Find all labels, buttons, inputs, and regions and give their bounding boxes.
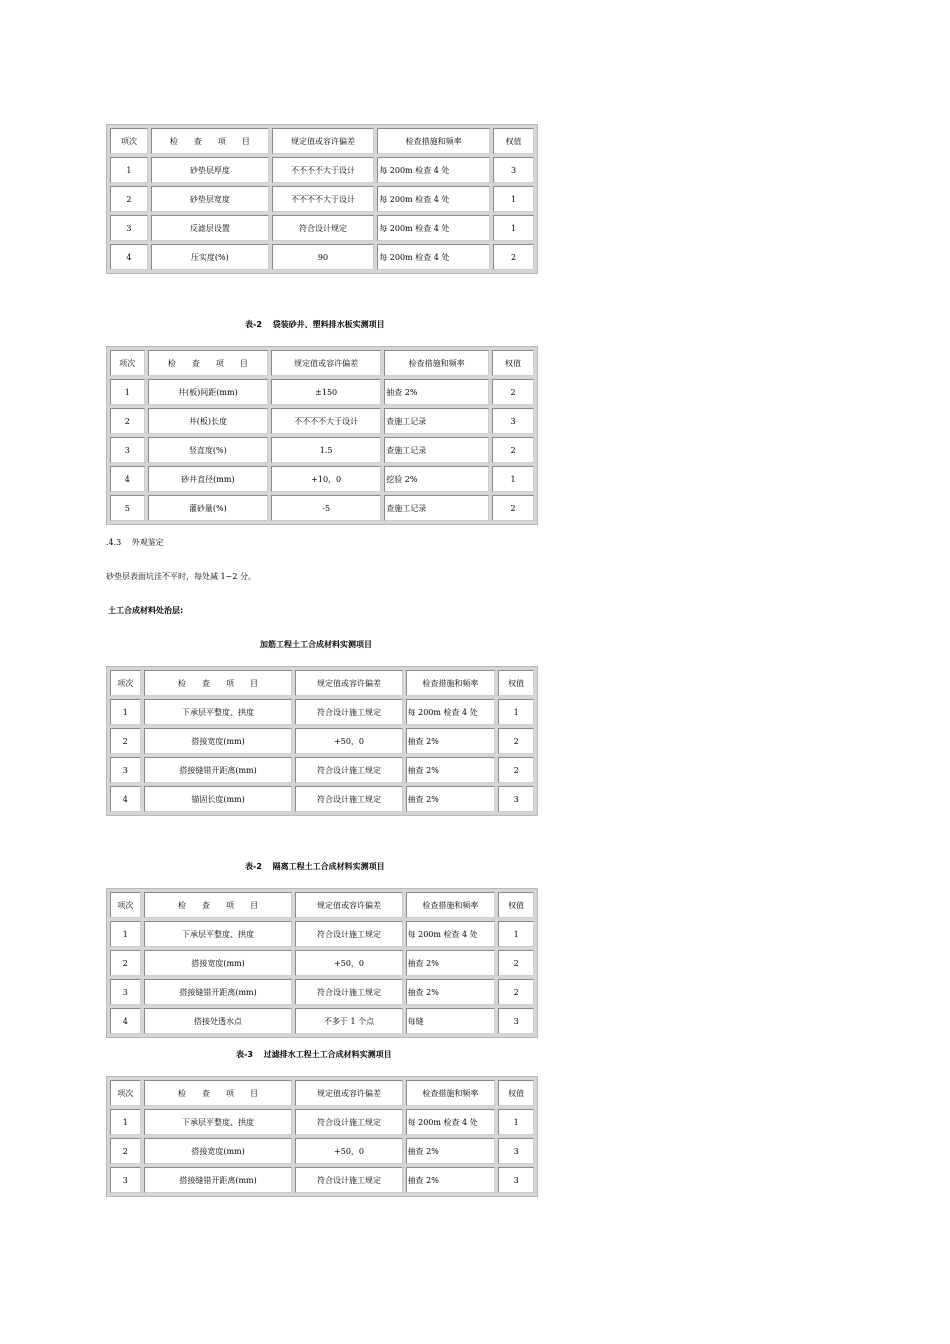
header-weight: 权值 xyxy=(498,892,534,918)
table-reinforcement xyxy=(106,666,538,816)
table-row xyxy=(110,186,534,212)
cell-check-item: 搭接宽度(mm) xyxy=(144,950,293,976)
table-row xyxy=(110,379,534,405)
header-check-method: 检查措施和频率 xyxy=(384,350,489,376)
cell-check-method: 每 200m 检查 4 处 xyxy=(377,244,490,270)
table3-caption: 加筋工程土工合成材料实测项目 xyxy=(260,640,372,649)
header-check-method: 检查措施和频率 xyxy=(406,892,496,918)
table-row xyxy=(110,728,534,754)
table2-caption: 表-2 袋装砂井、塑料排水板实测项目 xyxy=(245,320,385,329)
header-item-no: 项次 xyxy=(110,350,145,376)
cell-check-method: 抽查 2% xyxy=(406,979,496,1005)
cell-spec-value: 不不不不大于设计 xyxy=(272,157,374,183)
cell-weight: 3 xyxy=(498,1008,534,1034)
table-row xyxy=(110,466,534,492)
table-separation xyxy=(106,888,538,1038)
cell-check-method: 每 200m 检查 4 处 xyxy=(377,215,490,241)
cell-item-no: 5 xyxy=(110,495,145,521)
cell-spec-value: 符合设计施工规定 xyxy=(295,757,402,783)
table-header-row xyxy=(110,1080,534,1106)
cell-weight: 2 xyxy=(498,979,534,1005)
header-check-method: 检查措施和频率 xyxy=(406,670,496,696)
cell-spec-value: 符合设计施工规定 xyxy=(295,1109,402,1135)
header-spec-value: 规定值或容许偏差 xyxy=(295,892,402,918)
section-4-3: .4.3 外观鉴定 xyxy=(106,538,164,547)
cell-spec-value: 90 xyxy=(272,244,374,270)
cell-spec-value: +10，0 xyxy=(271,466,381,492)
cell-weight: 1 xyxy=(498,699,534,725)
table-row xyxy=(110,699,534,725)
header-check-item: 检 查 项 目 xyxy=(151,128,269,154)
cell-check-method: 抽查 2% xyxy=(406,786,496,812)
table-row xyxy=(110,921,534,947)
cell-weight: 1 xyxy=(493,215,534,241)
cell-weight: 2 xyxy=(492,437,534,463)
table-sand-cushion xyxy=(106,124,538,274)
header-check-item: 检 查 项 目 xyxy=(148,350,269,376)
cell-check-method: 抽查 2% xyxy=(406,757,496,783)
header-spec-value: 规定值或容许偏差 xyxy=(295,1080,402,1106)
cell-item-no: 3 xyxy=(110,979,141,1005)
cell-check-method: 每 200m 检查 4 处 xyxy=(377,157,490,183)
cell-check-method: 每 200m 检查 4 处 xyxy=(406,1109,496,1135)
table-row xyxy=(110,979,534,1005)
cell-item-no: 4 xyxy=(110,244,148,270)
cell-check-item: 搭接缝错开距离(mm) xyxy=(144,979,293,1005)
cell-check-item: 下承层平整度、拱度 xyxy=(144,699,293,725)
cell-check-item: 井(板)长度 xyxy=(148,408,269,434)
cell-spec-value: +50，0 xyxy=(295,950,402,976)
cell-weight: 3 xyxy=(493,157,534,183)
cell-item-no: 1 xyxy=(110,157,148,183)
cell-weight: 2 xyxy=(493,244,534,270)
header-spec-value: 规定值或容许偏差 xyxy=(272,128,374,154)
cell-item-no: 1 xyxy=(110,1109,141,1135)
cell-spec-value: 符合设计施工规定 xyxy=(295,699,402,725)
cell-item-no: 2 xyxy=(110,728,141,754)
cell-spec-value: ±150 xyxy=(271,379,381,405)
cell-spec-value: 符合设计施工规定 xyxy=(295,921,402,947)
cell-weight: 1 xyxy=(493,186,534,212)
cell-spec-value: 符合设计施工规定 xyxy=(295,786,402,812)
table-sand-drain xyxy=(106,346,538,525)
table-row xyxy=(110,1109,534,1135)
cell-item-no: 4 xyxy=(110,786,141,812)
table-row xyxy=(110,215,534,241)
header-weight: 权值 xyxy=(492,350,534,376)
header-item-no: 项次 xyxy=(110,1080,141,1106)
table-header-row xyxy=(110,892,534,918)
cell-spec-value: +50，0 xyxy=(295,1138,402,1164)
cell-spec-value: 符合设计规定 xyxy=(272,215,374,241)
cell-check-item: 反滤层设置 xyxy=(151,215,269,241)
cell-spec-value: 不多于 1 个点 xyxy=(295,1008,402,1034)
header-weight: 权值 xyxy=(498,1080,534,1106)
cell-check-method: 抽查 2% xyxy=(406,950,496,976)
cell-check-method: 查施工记录 xyxy=(384,408,489,434)
cell-check-method: 每缝 xyxy=(406,1008,496,1034)
cell-item-no: 2 xyxy=(110,408,145,434)
table-row xyxy=(110,157,534,183)
cell-spec-value: 不不不不大于设计 xyxy=(271,408,381,434)
table-header-row xyxy=(110,350,534,376)
table-row xyxy=(110,1138,534,1164)
cell-weight: 3 xyxy=(498,1138,534,1164)
table-row xyxy=(110,408,534,434)
cell-spec-value: 符合设计施工规定 xyxy=(295,979,402,1005)
table-row xyxy=(110,757,534,783)
table-row xyxy=(110,950,534,976)
cell-weight: 3 xyxy=(492,408,534,434)
deduction-note: 砂垫层表面坑洼不平时，每处减 1~2 分。 xyxy=(106,572,256,581)
cell-item-no: 4 xyxy=(110,466,145,492)
header-item-no: 项次 xyxy=(110,128,148,154)
table-row xyxy=(110,437,534,463)
cell-check-method: 查施工记录 xyxy=(384,437,489,463)
cell-check-method: 抽查 2% xyxy=(406,1167,496,1193)
cell-spec-value: -5 xyxy=(271,495,381,521)
table-row xyxy=(110,786,534,812)
header-check-method: 检查措施和频率 xyxy=(406,1080,496,1106)
cell-check-item: 砂垫层宽度 xyxy=(151,186,269,212)
cell-weight: 2 xyxy=(492,379,534,405)
table-header-row xyxy=(110,670,534,696)
table-header-row xyxy=(110,128,534,154)
header-check-item: 检 查 项 目 xyxy=(144,670,293,696)
cell-item-no: 2 xyxy=(110,186,148,212)
table-row xyxy=(110,1008,534,1034)
cell-spec-value: +50，0 xyxy=(295,728,402,754)
header-spec-value: 规定值或容许偏差 xyxy=(271,350,381,376)
table5-caption: 表-3 过滤排水工程土工合成材料实测项目 xyxy=(236,1050,392,1059)
cell-weight: 3 xyxy=(498,786,534,812)
cell-check-method: 挖验 2% xyxy=(384,466,489,492)
table-row xyxy=(110,495,534,521)
cell-check-item: 搭接宽度(mm) xyxy=(144,728,293,754)
table-filtration xyxy=(106,1076,538,1197)
cell-item-no: 1 xyxy=(110,379,145,405)
header-spec-value: 规定值或容许偏差 xyxy=(295,670,402,696)
cell-check-item: 锚固长度(mm) xyxy=(144,786,293,812)
cell-check-item: 砂井直径(mm) xyxy=(148,466,269,492)
cell-spec-value: 不不不不大于设计 xyxy=(272,186,374,212)
cell-check-method: 抽查 2% xyxy=(406,728,496,754)
cell-check-item: 下承层平整度、拱度 xyxy=(144,1109,293,1135)
cell-item-no: 3 xyxy=(110,437,145,463)
geosynthetic-heading: 土工合成材料处治层: xyxy=(108,606,184,615)
cell-weight: 2 xyxy=(498,728,534,754)
cell-weight: 1 xyxy=(492,466,534,492)
cell-check-item: 灌砂量(%) xyxy=(148,495,269,521)
cell-weight: 2 xyxy=(492,495,534,521)
table-row xyxy=(110,1167,534,1193)
header-item-no: 项次 xyxy=(110,670,141,696)
header-weight: 权值 xyxy=(498,670,534,696)
cell-check-item: 搭接处透水点 xyxy=(144,1008,293,1034)
cell-item-no: 1 xyxy=(110,921,141,947)
cell-check-item: 砂垫层厚度 xyxy=(151,157,269,183)
cell-weight: 2 xyxy=(498,757,534,783)
cell-check-method: 每 200m 检查 4 处 xyxy=(406,699,496,725)
cell-item-no: 4 xyxy=(110,1008,141,1034)
cell-check-item: 搭接宽度(mm) xyxy=(144,1138,293,1164)
cell-check-method: 抽查 2% xyxy=(406,1138,496,1164)
header-item-no: 项次 xyxy=(110,892,141,918)
cell-check-item: 竖直度(%) xyxy=(148,437,269,463)
cell-check-item: 搭接缝错开距离(mm) xyxy=(144,1167,293,1193)
cell-weight: 3 xyxy=(498,1167,534,1193)
cell-item-no: 2 xyxy=(110,1138,141,1164)
cell-item-no: 3 xyxy=(110,1167,141,1193)
cell-check-method: 查施工记录 xyxy=(384,495,489,521)
cell-weight: 2 xyxy=(498,950,534,976)
cell-spec-value: 符合设计施工规定 xyxy=(295,1167,402,1193)
cell-check-method: 抽查 2% xyxy=(384,379,489,405)
cell-item-no: 2 xyxy=(110,950,141,976)
cell-spec-value: 1.5 xyxy=(271,437,381,463)
cell-check-item: 压实度(%) xyxy=(151,244,269,270)
cell-item-no: 1 xyxy=(110,699,141,725)
header-check-item: 检 查 项 目 xyxy=(144,1080,293,1106)
cell-check-method: 每 200m 检查 4 处 xyxy=(377,186,490,212)
cell-check-item: 搭接缝错开距离(mm) xyxy=(144,757,293,783)
cell-item-no: 3 xyxy=(110,215,148,241)
header-check-method: 检查措施和频率 xyxy=(377,128,490,154)
header-check-item: 检 查 项 目 xyxy=(144,892,293,918)
cell-check-method: 每 200m 检查 4 处 xyxy=(406,921,496,947)
cell-weight: 1 xyxy=(498,921,534,947)
header-weight: 权值 xyxy=(493,128,534,154)
cell-check-item: 井(板)间距(mm) xyxy=(148,379,269,405)
table-row xyxy=(110,244,534,270)
cell-check-item: 下承层平整度、拱度 xyxy=(144,921,293,947)
cell-weight: 1 xyxy=(498,1109,534,1135)
table4-caption: 表-2 隔离工程土工合成材料实测项目 xyxy=(245,862,385,871)
cell-item-no: 3 xyxy=(110,757,141,783)
